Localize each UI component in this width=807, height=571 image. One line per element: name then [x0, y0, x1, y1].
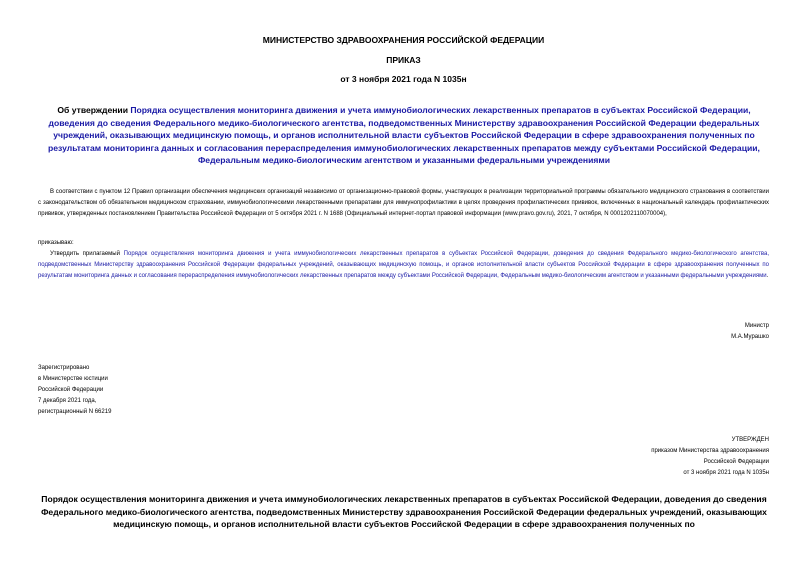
approve-paragraph — [38, 249, 769, 282]
approve-link[interactable]: Порядок осуществления мониторинга движения и учета иммунобиологических лекарственных препаратов в субъектах Российской Федерации, доведения до сведения Федерального медико-биологического агентства, подведомственных Министерству здравоохранения Российской Федерации федеральных учреждений, оказывающих медицинскую помощь, и органов исполнительной власти субъектов Российской Федерации в сфере здравоохранения полученных по результатам мониторинга данных и согласования перераспределения иммунобиологических лекарственных препаратов между субъектами Российской Федерации, Федеральным медико-биологическим агентством и указанными федеральными учреждениями — [38, 251, 769, 279]
registration-line: регистрационный N 66219 — [38, 409, 112, 415]
title-prefix: Об утверждении — [57, 105, 131, 115]
doc-type-heading: ПРИКАЗ — [386, 55, 421, 65]
preamble-paragraph: В соответствии с пунктом 12 Правил организации обеспечения медицинских организаций независимо от организационно-правовой формы, участвующих в реализации территориальной программы обязательного медицинского страхования в соответствии с законодательством об обязательном медицинском страховании, иммунобиологическими лекарственными препаратами для иммунопрофилактики в целях проведения профилактических прививок, включенных в национальный календарь профилактических прививок, утвержденных постановлением Правительства Российской Федерации от 5 октября 2021 г. N 1688 (Официальный интернет-портал правовой информации (www.pravo.gov.ru), 2021, 7 октября, N 0001202110070004), — [38, 189, 769, 217]
date-number-heading: от 3 ноября 2021 года N 1035н — [340, 74, 467, 84]
approved-line: Российской Федерации — [703, 459, 769, 465]
registration-line: Российской Федерации — [38, 387, 104, 393]
registration-line: Зарегистрировано — [38, 365, 90, 371]
title-rest: федеральных учреждений, оказывающих медицинскую помощь, и органов исполнительной власти субъектов Российской Федерации в сфере здравоохранения полученных по результатам мониторинга данных и согласования перераспределения иммунобиологических лекарственных препаратов между субъектами Российской Федерации, Федеральным медико-биологическим агентством и указанными федеральными учреждениями — [48, 117, 760, 166]
approved-line: УТВЕРЖДЕН — [731, 437, 769, 443]
signature-position: Министр — [744, 323, 769, 329]
order-word: приказываю: — [38, 240, 74, 246]
signature-name: М.А.Мурашко — [731, 334, 769, 340]
registration-block — [38, 363, 111, 418]
approve-suffix: . — [766, 273, 769, 279]
title-link[interactable]: Порядка осуществления мониторинга движения и учета иммунобиологических лекарственных препаратов в субъектах Российской Федерации, доведения до сведения Федерального медико-биологического агентства, подведомственных Министерству здравоохранения Российской Федерации — [48, 105, 751, 128]
approved-line: от 3 ноября 2021 года N 1035н — [683, 470, 769, 476]
approve-prefix: Утвердить прилагаемый — [50, 251, 124, 257]
registration-line: в Министерстве юстиции — [38, 376, 108, 382]
signature-block — [600, 321, 769, 343]
procedure-title: Порядок осуществления мониторинга движения и учета иммунобиологических лекарственных препаратов в субъектах Российской Федерации, доведения до сведения Федерального медико-биологического агентства, подведомственных Министерству здравоохранения Российской Федерации федеральных учреждений, оказывающих медицинскую помощь, и органов исполнительной власти субъектов Российской Федерации в сфере здравоохранения полученных по — [41, 494, 767, 530]
ministry-heading: МИНИСТЕРСТВО ЗДРАВООХРАНЕНИЯ РОССИЙСКОЙ ФЕДЕРАЦИИ — [262, 35, 545, 45]
order-title — [38, 104, 770, 167]
approved-line: приказом Министерства здравоохранения — [651, 448, 769, 454]
registration-line: 7 декабря 2021 года, — [38, 398, 97, 404]
approved-block — [560, 435, 769, 479]
